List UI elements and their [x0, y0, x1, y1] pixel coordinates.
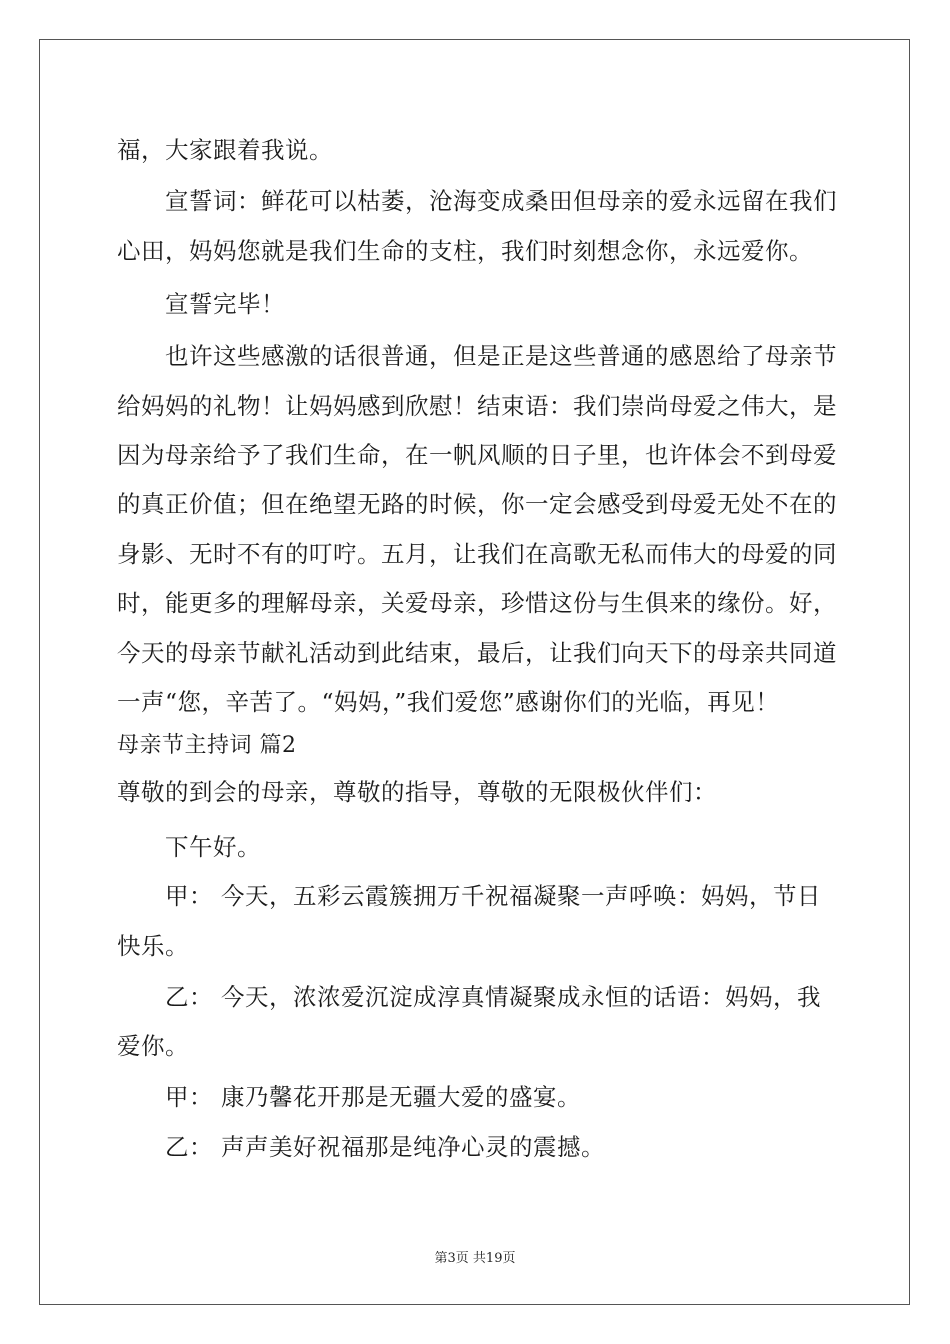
paragraph-line: 福，大家跟着我说。 — [117, 136, 333, 164]
paragraph-line: 时，能更多的理解母亲，关爱母亲，珍惜这份与生俱来的缘份。好， — [117, 589, 837, 617]
dialogue-line: 乙： 今天，浓浓爱沉淀成淳真情凝聚成永恒的话语：妈妈，我 — [165, 983, 821, 1011]
section-heading: 母亲节主持词 篇2 — [117, 733, 297, 758]
paragraph-line: 的真正价值；但在绝望无路的时候，你一定会感受到母爱无处不在的 — [117, 490, 837, 518]
dialogue-line: 甲： 今天，五彩云霞簇拥万千祝福凝聚一声呼唤：妈妈，节日 — [165, 882, 821, 910]
dialogue-line: 乙： 声声美好祝福那是纯净心灵的震撼。 — [165, 1133, 605, 1161]
paragraph-line: 心田，妈妈您就是我们生命的支柱，我们时刻想念你，永远爱你。 — [117, 237, 813, 265]
dialogue-line: 快乐。 — [117, 932, 189, 960]
salutation-line: 尊敬的到会的母亲，尊敬的指导，尊敬的无限极伙伴们： — [117, 778, 717, 806]
dialogue-line: 甲： 康乃馨花开那是无疆大爱的盛宴。 — [165, 1083, 581, 1111]
paragraph-line: 今天的母亲节献礼活动到此结束，最后，让我们向天下的母亲共同道 — [117, 639, 837, 667]
paragraph-line: 身影、无时不有的叮咛。五月，让我们在高歌无私而伟大的母爱的同 — [117, 540, 837, 568]
page-number: 第3页 共19页 — [434, 1251, 516, 1266]
paragraph-line: 给妈妈的礼物！让妈妈感到欣慰！结束语：我们崇尚母爱之伟大，是 — [117, 392, 837, 420]
paragraph-line: 因为母亲给予了我们生命，在一帆风顺的日子里，也许体会不到母爱 — [117, 441, 837, 469]
dialogue-line: 爱你。 — [117, 1032, 189, 1060]
paragraph-line: 一声“您，辛苦了。“妈妈，”我们爱您”感谢你们的光临，再见！ — [117, 688, 780, 716]
paragraph-line: 也许这些感激的话很普通，但是正是这些普通的感恩给了母亲节 — [165, 342, 837, 370]
paragraph-line: 宣誓完毕！ — [165, 290, 285, 318]
paragraph-line: 宣誓词：鲜花可以枯萎，沧海变成桑田但母亲的爱永远留在我们 — [165, 187, 837, 215]
paragraph-line: 下午好。 — [165, 833, 261, 861]
